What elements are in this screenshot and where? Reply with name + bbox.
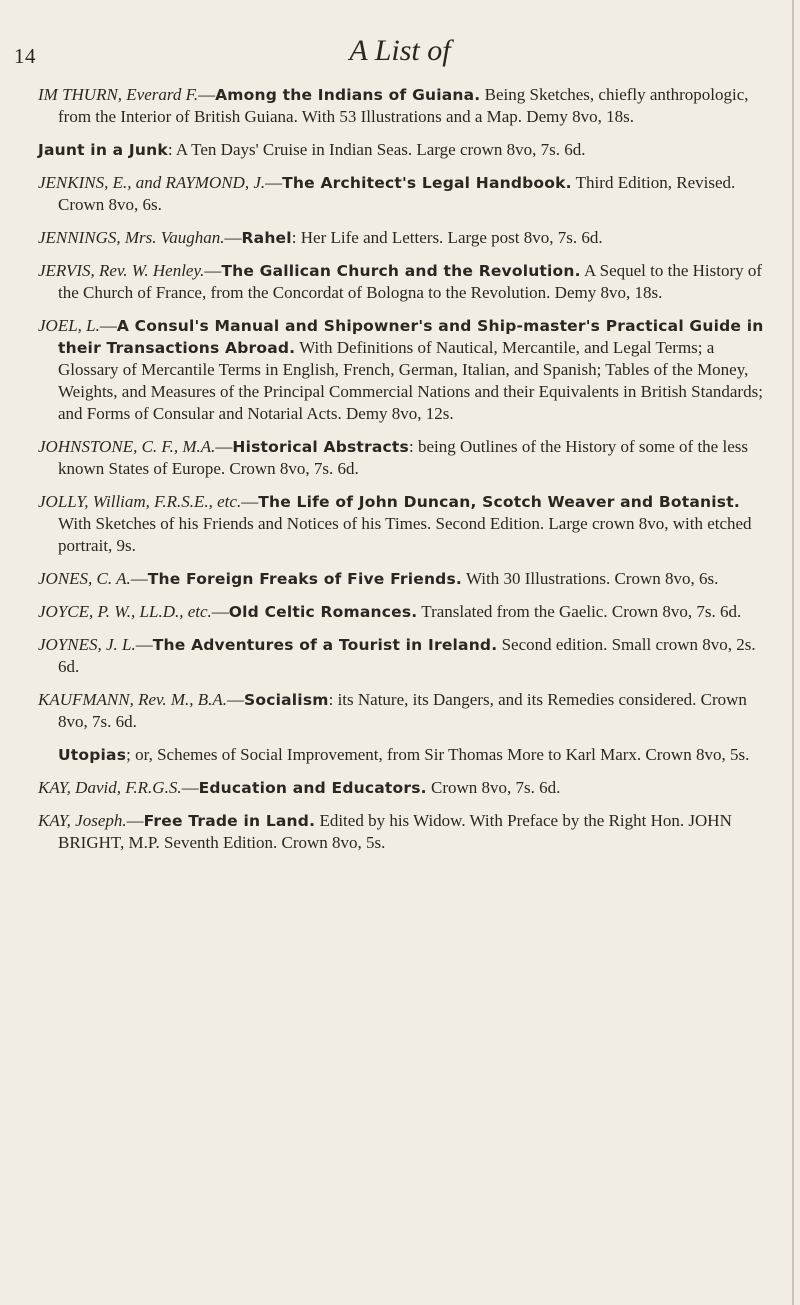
catalogue-entry	[38, 172, 768, 216]
entry-separator: —	[227, 690, 245, 709]
entry-separator: —	[135, 635, 153, 654]
entry-separator: —	[204, 261, 222, 280]
entry-author: JOYCE, P. W., LL.D., etc.	[38, 602, 212, 621]
catalogue-entry	[38, 601, 768, 623]
entry-details: Being Sketches, chiefly anthropologic, from the Interior of British Guiana. With 53 Illustrations and a Map. Demy 8vo, 18s.	[58, 85, 749, 126]
catalogue-entry	[38, 139, 768, 161]
entry-title: Free Trade in Land.	[143, 812, 316, 830]
entry-author: IM THURN, Everard F.	[38, 85, 199, 104]
entry-author: JONES, C. A.	[38, 569, 131, 588]
entry-separator: —	[181, 778, 199, 797]
entry-author: JOEL, L.	[38, 316, 100, 335]
entry-author: JOHNSTONE, C. F., M.A.	[38, 437, 216, 456]
entry-title: Jaunt in a Junk	[38, 141, 168, 159]
entry-author: JERVIS, Rev. W. Henley.	[38, 261, 205, 280]
entry-separator: —	[224, 228, 242, 247]
entry-separator: —	[99, 316, 117, 335]
entry-title: Education and Educators.	[198, 779, 427, 797]
entry-separator: —	[241, 492, 259, 511]
entry-details: With Sketches of his Friends and Notices of his Times. Second Edition. Large crown 8vo, with etched portrait, 9s.	[58, 514, 752, 555]
entry-author: JENKINS, E., and RAYMOND, J.	[38, 173, 266, 192]
entry-separator: —	[130, 569, 148, 588]
entry-details: Third Edition, Revised. Crown 8vo, 6s.	[58, 173, 736, 214]
entry-details: A Sequel to the History of the Church of France, from the Concordat of Bologna to the Revolution. Demy 8vo, 18s.	[58, 261, 763, 302]
entry-author: JOYNES, J. L.	[38, 635, 136, 654]
entry-author: JOLLY, William, F.R.S.E., etc.	[38, 492, 242, 511]
catalogue-entry	[38, 689, 768, 733]
entry-title: Old Celtic Romances.	[228, 603, 418, 621]
catalogue-entry	[38, 744, 768, 766]
entry-title: The Gallican Church and the Revolution.	[221, 262, 581, 280]
catalogue-entry	[38, 227, 768, 249]
entry-author: KAUFMANN, Rev. M., B.A.	[38, 690, 228, 709]
entry-details: : Her Life and Letters. Large post 8vo, 7s. 6d.	[291, 228, 603, 247]
entry-details: : being Outlines of the History of some of the less known States of Europe. Crown 8vo, 7s. 6d.	[58, 437, 748, 478]
catalogue-entry	[38, 436, 768, 480]
catalogue-entry	[38, 260, 768, 304]
catalogue-entry	[38, 315, 768, 425]
entry-title: The Architect's Legal Handbook.	[282, 174, 572, 192]
catalogue-entry	[38, 568, 768, 590]
entry-separator: —	[265, 173, 283, 192]
entry-author: KAY, Joseph.	[38, 811, 127, 830]
entry-title: Among the Indians of Guiana.	[215, 86, 481, 104]
entry-title: The Life of John Duncan, Scotch Weaver and Botanist.	[258, 493, 740, 511]
entry-title: Socialism	[244, 691, 329, 709]
catalogue-entry	[38, 810, 768, 854]
entry-details: Edited by his Widow. With Preface by the Right Hon. JOHN BRIGHT, M.P. Seventh Edition. Crown 8vo, 5s.	[58, 811, 732, 852]
entry-author: JENNINGS, Mrs. Vaughan.	[38, 228, 225, 247]
entry-title: Utopias	[58, 746, 127, 764]
entry-details: ; or, Schemes of Social Improvement, from Sir Thomas More to Karl Marx. Crown 8vo, 5s.	[126, 745, 750, 764]
entry-title: Rahel	[241, 229, 292, 247]
entry-details: : A Ten Days' Cruise in Indian Seas. Large crown 8vo, 7s. 6d.	[167, 140, 586, 159]
page-number: 14	[14, 44, 36, 68]
catalogue-entry	[38, 491, 768, 557]
entry-title: A Consul's Manual and Shipowner's and Ship-master's Practical Guide in their Transactions Abroad.	[58, 317, 764, 357]
entry-title: The Adventures of a Tourist in Ireland.	[152, 636, 498, 654]
entry-details: With Definitions of Nautical, Mercantile, and Legal Terms; a Glossary of Mercantile Terms in English, French, German, Italian, and Spanish; Tables of the Money, Weights, and Measures of the Principal Commercial Nations and their Equivalents in British Standards; and Forms of Consular and Notarial Acts. Demy 8vo, 12s.	[58, 338, 763, 423]
entry-author: KAY, David, F.R.G.S.	[38, 778, 182, 797]
entry-title: Historical Abstracts	[232, 438, 409, 456]
page-edge-line	[792, 0, 794, 1305]
entry-details: With 30 Illustrations. Crown 8vo, 6s.	[462, 569, 719, 588]
running-head: A List of	[349, 34, 451, 67]
catalogue-entry	[38, 634, 768, 678]
entry-details: Second edition. Small crown 8vo, 2s. 6d.	[58, 635, 756, 676]
entry-details: Crown 8vo, 7s. 6d.	[426, 778, 561, 797]
entry-separator: —	[215, 437, 233, 456]
entry-separator: —	[198, 85, 216, 104]
catalogue-entries	[38, 84, 768, 865]
catalogue-entry	[38, 777, 768, 799]
entry-details: Translated from the Gaelic. Crown 8vo, 7s. 6d.	[417, 602, 742, 621]
entry-separator: —	[211, 602, 229, 621]
entry-separator: —	[126, 811, 144, 830]
entry-title: The Foreign Freaks of Five Friends.	[147, 570, 462, 588]
entry-details: : its Nature, its Dangers, and its Remedies considered. Crown 8vo, 7s. 6d.	[58, 690, 747, 731]
catalogue-entry	[38, 84, 768, 128]
